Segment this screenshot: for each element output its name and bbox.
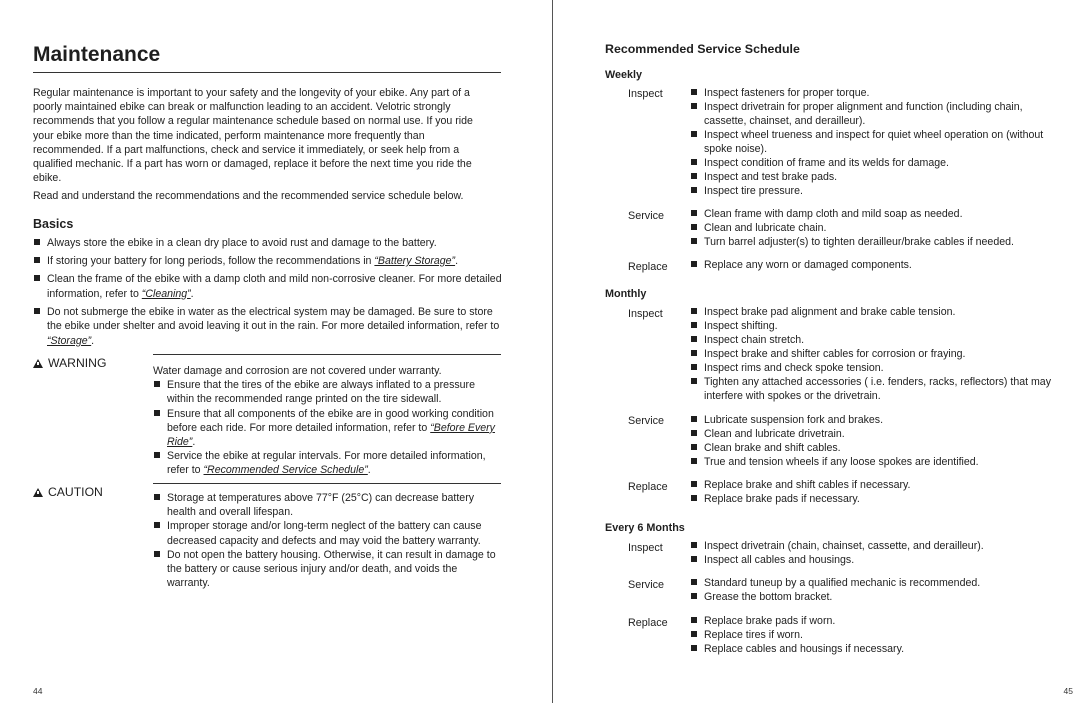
period-weekly: Weekly bbox=[605, 69, 643, 81]
list-item: Storage at temperatures above 77°F (25°C) can decrease battery health and overall lifespan. bbox=[153, 491, 503, 519]
weekly-replace-list bbox=[690, 258, 1060, 272]
list-item: Ensure that all components of the ebike are in good working condition before each ride. For more detailed information, refer to “Before Every Ride”. bbox=[153, 407, 503, 450]
list-item: Inspect condition of frame and its welds for damage. bbox=[690, 156, 1060, 170]
list-item: If storing your battery for long periods, follow the recommendations in “Battery Storage”. bbox=[33, 254, 503, 269]
list-item: Clean the frame of the ebike with a damp cloth and mild non-corrosive cleaner. For more detailed information, refer to “Cleaning”. bbox=[33, 272, 503, 301]
warning-icon bbox=[33, 359, 43, 368]
list-item: Improper storage and/or long-term neglect of the battery can cause decreased capacity and defects and may void the battery warranty. bbox=[153, 519, 503, 547]
basics-list bbox=[33, 236, 503, 352]
warning-rule bbox=[153, 354, 501, 355]
list-item: Replace any worn or damaged components. bbox=[690, 258, 1060, 272]
list-item: Replace cables and housings if necessary. bbox=[690, 642, 1060, 656]
intro-paragraph-2: Read and understand the recommendations and the recommended service schedule below. bbox=[33, 190, 464, 202]
list-item: Inspect brake and shifter cables for corrosion or fraying. bbox=[690, 347, 1060, 361]
page-divider bbox=[552, 0, 553, 703]
caution-list bbox=[153, 491, 503, 590]
category-label: Replace bbox=[628, 481, 668, 493]
list-item: Inspect chain stretch. bbox=[690, 333, 1060, 347]
battery-storage-link[interactable]: “Battery Storage” bbox=[374, 254, 456, 267]
page-title: Maintenance bbox=[33, 43, 161, 66]
title-rule bbox=[33, 72, 501, 73]
cleaning-link[interactable]: “Cleaning” bbox=[141, 287, 191, 300]
list-item: Replace brake pads if worn. bbox=[690, 614, 1060, 628]
category-label: Service bbox=[628, 415, 665, 427]
category-label: Service bbox=[628, 210, 665, 222]
warning-body bbox=[153, 364, 503, 478]
caution-body bbox=[153, 491, 503, 590]
list-item: Inspect fasteners for proper torque. bbox=[690, 86, 1060, 100]
list-item: Turn barrel adjuster(s) to tighten derailleur/brake cables if needed. bbox=[690, 235, 1060, 249]
list-item: Do not open the battery housing. Otherwise, it can result in damage to the battery or cause serious injury and/or death, and voids the warranty. bbox=[153, 548, 503, 591]
list-item: Lubricate suspension fork and brakes. bbox=[690, 413, 1060, 427]
category-label: Service bbox=[628, 579, 665, 591]
intro-paragraph: Regular maintenance is important to your safety and the longevity of your ebike. Any part of a poorly maintained ebike can break or malfunction leading to an accident. Velotric strongly recommends that you follow a regular maintenance schedule based on normal use. If you ride your ebike more than the time indicated, perform maintenance more frequently than recommended. If a part malfunctions, check and service it immediately, or seek help from a qualified mechanic. If a part has worn or damaged, replace it before the next time you ride the ebike. bbox=[33, 87, 473, 185]
schedule-heading: Recommended Service Schedule bbox=[605, 42, 800, 56]
weekly-inspect-list bbox=[690, 86, 1060, 198]
list-item: True and tension wheels if any loose spokes are identified. bbox=[690, 455, 1060, 469]
period-monthly: Monthly bbox=[605, 288, 647, 300]
list-item: Do not submerge the ebike in water as the electrical system may be damaged. Be sure to store the ebike under shelter and avoid leaving it out in the rain. For more detailed information, refer to “Storage”. bbox=[33, 305, 503, 349]
caution-label: CAUTION bbox=[33, 485, 103, 499]
list-item: Replace tires if worn. bbox=[690, 628, 1060, 642]
list-item: Clean brake and shift cables. bbox=[690, 441, 1060, 455]
list-item: Inspect all cables and housings. bbox=[690, 553, 1060, 567]
list-item: Inspect shifting. bbox=[690, 319, 1060, 333]
list-item: Replace brake and shift cables if necessary. bbox=[690, 478, 1060, 492]
period-six-months: Every 6 Months bbox=[605, 522, 685, 534]
storage-link[interactable]: “Storage” bbox=[47, 334, 92, 347]
weekly-service-list bbox=[690, 207, 1060, 249]
six-months-replace-list bbox=[690, 614, 1060, 656]
caution-icon bbox=[33, 488, 43, 497]
list-item: Inspect rims and check spoke tension. bbox=[690, 361, 1060, 375]
category-label: Inspect bbox=[628, 88, 663, 100]
warning-label: WARNING bbox=[33, 356, 106, 370]
category-label: Replace bbox=[628, 617, 668, 629]
list-item: Ensure that the tires of the ebike are always inflated to a pressure within the recommended range printed on the tire sidewall. bbox=[153, 378, 503, 406]
service-schedule-link[interactable]: “Recommended Service Schedule” bbox=[203, 464, 368, 477]
list-item: Replace brake pads if necessary. bbox=[690, 492, 1060, 506]
list-item: Service the ebike at regular intervals. For more detailed information, refer to “Recommended Service Schedule”. bbox=[153, 449, 503, 477]
category-label: Inspect bbox=[628, 308, 663, 320]
six-months-service-list bbox=[690, 576, 1060, 604]
list-item: Inspect tire pressure. bbox=[690, 184, 1060, 198]
list-item: Clean and lubricate drivetrain. bbox=[690, 427, 1060, 441]
list-item: Inspect and test brake pads. bbox=[690, 170, 1060, 184]
warning-list bbox=[153, 378, 503, 477]
list-item: Grease the bottom bracket. bbox=[690, 590, 1060, 604]
list-item: Always store the ebike in a clean dry place to avoid rust and damage to the battery. bbox=[33, 236, 503, 251]
list-item: Inspect drivetrain for proper alignment and function (including chain, cassette, chainset, and derailleur). bbox=[690, 100, 1060, 128]
category-label: Inspect bbox=[628, 542, 663, 554]
page-number-left: 44 bbox=[33, 686, 43, 696]
monthly-inspect-list bbox=[690, 305, 1060, 403]
before-every-ride-link[interactable]: “Before Every Ride” bbox=[167, 421, 495, 449]
list-item: Clean and lubricate chain. bbox=[690, 221, 1060, 235]
list-item: Inspect brake pad alignment and brake cable tension. bbox=[690, 305, 1060, 319]
list-item: Tighten any attached accessories ( i.e. fenders, racks, reflectors) that may interfere with spokes or the drivetrain. bbox=[690, 375, 1060, 403]
basics-heading: Basics bbox=[33, 217, 74, 231]
caution-rule bbox=[153, 483, 501, 484]
category-label: Replace bbox=[628, 261, 668, 273]
warning-lead: Water damage and corrosion are not covered under warranty. bbox=[153, 365, 442, 377]
right-page bbox=[554, 0, 1089, 703]
list-item: Inspect drivetrain (chain, chainset, cassette, and derailleur). bbox=[690, 539, 1060, 553]
monthly-service-list bbox=[690, 413, 1060, 469]
list-item: Standard tuneup by a qualified mechanic is recommended. bbox=[690, 576, 1060, 590]
list-item: Clean frame with damp cloth and mild soap as needed. bbox=[690, 207, 1060, 221]
list-item: Inspect wheel trueness and inspect for quiet wheel operation on (without spoke noise). bbox=[690, 128, 1060, 156]
six-months-inspect-list bbox=[690, 539, 1060, 567]
page-number-right: 45 bbox=[1063, 686, 1073, 696]
monthly-replace-list bbox=[690, 478, 1060, 506]
